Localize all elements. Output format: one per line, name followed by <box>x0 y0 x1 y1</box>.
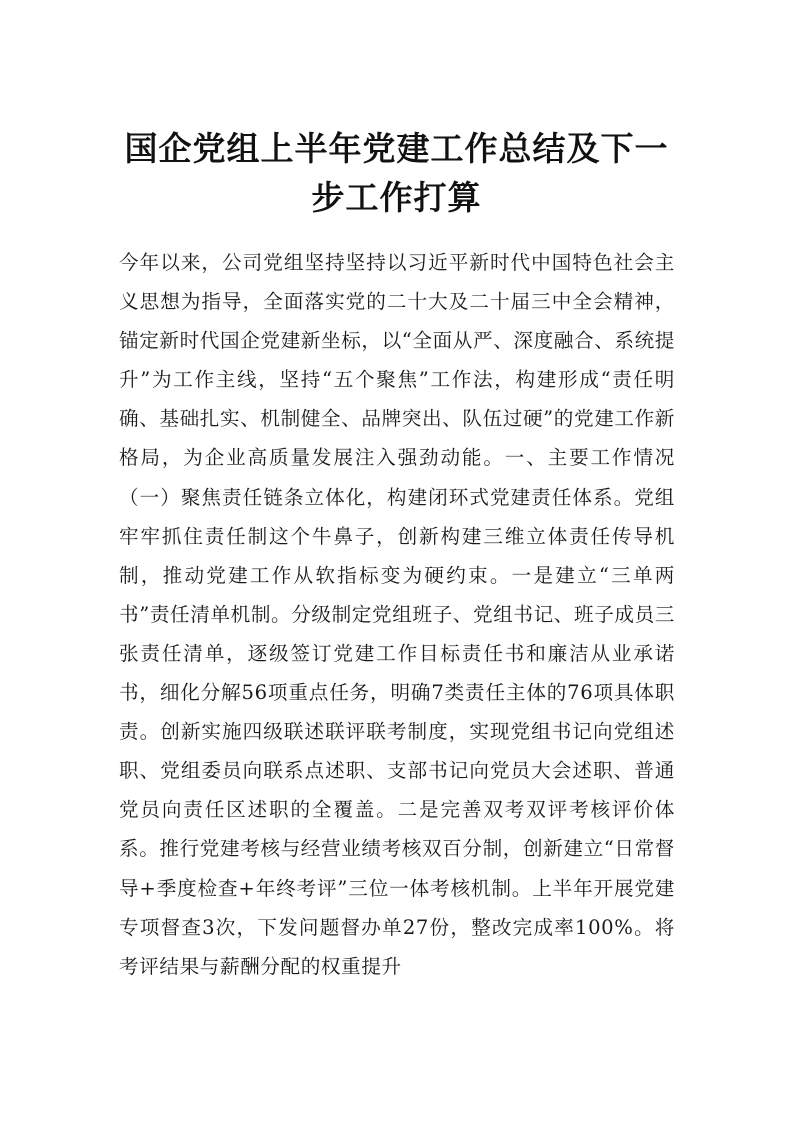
document-title: 国企党组上半年党建工作总结及下一步工作打算 <box>124 129 669 217</box>
document-body-paragraph: 今年以来，公司党组坚持坚持以习近平新时代中国特色社会主义思想为指导，全面落实党的二十大及二十届三中全会精神，锚定新时代国企党建新坐标，以“全面从严、深度融合、系统提升”为工作主线，坚持“五个聚焦”工作法，构建形成“责任明确、基础扎实、机制健全、品牌突出、队伍过硬”的党建工作新格局，为企业高质量发展注入强劲动能。一、主要工作情况（一）聚焦责任链条立体化，构建闭环式党建责任体系。党组牢牢抓住责任制这个牛鼻子，创新构建三维立体责任传导机制，推动党建工作从软指标变为硬约束。一是建立“三单两书”责任清单机制。分级制定党组班子、党组书记、班子成员三张责任清单，逐级签订党建工作目标责任书和廉洁从业承诺书，细化分解56项重点任务，明确7类责任主体的76项具体职责。创新实施四级联述联评联考制度，实现党组书记向党组述职、党组委员向联系点述职、支部书记向党员大会述职、普通党员向责任区述职的全覆盖。二是完善双考双评考核评价体系。推行党建考核与经营业绩考核双百分制，创新建立“日常督导+季度检查+年终考评”三位一体考核机制。上半年开展党建专项督查3次，下发问题督办单27份，整改完成率100%。将考评结果与薪酬分配的权重提升 <box>119 251 675 978</box>
